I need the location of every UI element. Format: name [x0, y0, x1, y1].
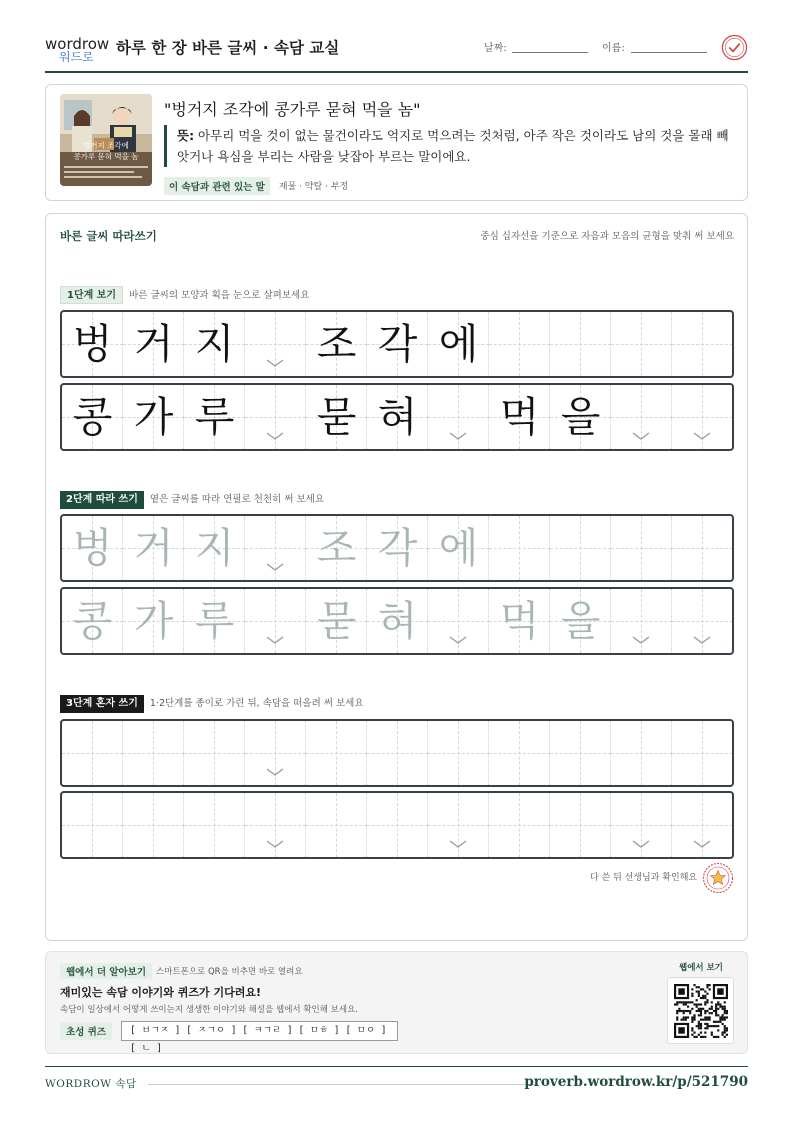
grid-cell [123, 312, 184, 376]
qr-code-frame[interactable] [667, 977, 734, 1044]
grid-cell[interactable] [428, 793, 489, 857]
grid-character: 조 [316, 320, 357, 368]
grid-cell[interactable] [550, 516, 611, 580]
logo-wordmark: wordrow [45, 35, 110, 53]
grid-character: 콩 [72, 393, 113, 441]
seal-stamp-icon [721, 34, 748, 61]
name-label: 이름: [602, 43, 625, 54]
step-2-row-2[interactable] [60, 587, 734, 655]
grid-character: 혀 [377, 393, 418, 441]
grid-cell[interactable] [489, 516, 550, 580]
step-2-badge: 2단계 따라 쓰기 [60, 491, 144, 509]
related-tags: 재물 · 약탈 · 부정 [278, 182, 349, 192]
grid-cell[interactable] [550, 589, 611, 653]
grid-character: 루 [194, 597, 235, 645]
grid-cell[interactable] [62, 721, 123, 785]
grid-cell [306, 385, 367, 449]
grid-cell[interactable] [123, 589, 184, 653]
grid-character: 에 [438, 320, 479, 368]
grid-character: 벙 [72, 524, 113, 572]
grid-cell[interactable] [672, 721, 732, 785]
grid-character: 가 [133, 597, 174, 645]
web-title: 재미있는 속담 이야기와 퀴즈가 기다려요! [60, 986, 261, 999]
grid-character: 지 [194, 320, 235, 368]
grid-cell [672, 312, 732, 376]
grid-cell [245, 312, 306, 376]
grid-character: 묻 [316, 597, 357, 645]
svg-text:콩가루 묻혀 먹을 놈: 콩가루 묻혀 먹을 놈 [73, 152, 139, 161]
practice-hint: 중심 십자선을 기준으로 자음과 모음의 균형을 맞춰 써 보세요 [480, 231, 734, 242]
grid-cell[interactable] [489, 589, 550, 653]
grid-cell[interactable] [367, 793, 428, 857]
web-desc: 속담이 일상에서 어떻게 쓰이는지 생생한 이야기와 해설을 웹에서 확인해 보세요. [60, 1005, 358, 1015]
grid-cell[interactable] [245, 589, 306, 653]
grid-character: 지 [194, 524, 235, 572]
grid-cell[interactable] [123, 516, 184, 580]
footer-brand: WORDROW 속담 [45, 1078, 137, 1090]
web-more-section [45, 951, 748, 1054]
page-title: 하루 한 장 바른 글씨 · 속담 교실 [116, 39, 340, 57]
grid-character: 벙 [72, 320, 113, 368]
grid-cell [123, 385, 184, 449]
svg-text:벙거지 조각에: 벙거지 조각에 [83, 141, 129, 150]
web-badge: 웹에서 더 알아보기 [60, 963, 152, 979]
grid-cell[interactable] [611, 721, 672, 785]
step-1-row-2 [60, 383, 734, 451]
grid-cell [62, 385, 123, 449]
grid-cell[interactable] [611, 793, 672, 857]
step-2-row-1[interactable] [60, 514, 734, 582]
qr-code-icon[interactable] [674, 984, 728, 1038]
grid-cell[interactable] [672, 793, 732, 857]
grid-cell [367, 312, 428, 376]
step-3-label [60, 695, 364, 713]
grid-cell[interactable] [611, 589, 672, 653]
grid-cell [611, 312, 672, 376]
grid-cell[interactable] [184, 516, 245, 580]
grid-character: 을 [560, 597, 601, 645]
grid-character: 묻 [316, 393, 357, 441]
related-badge: 이 속담과 관련 있는 말 [164, 177, 270, 195]
grid-cell[interactable] [428, 516, 489, 580]
grid-cell [184, 312, 245, 376]
proverb-meaning [164, 125, 734, 167]
grid-cell[interactable] [184, 589, 245, 653]
grid-cell[interactable] [245, 721, 306, 785]
grid-cell [306, 312, 367, 376]
grid-cell[interactable] [367, 721, 428, 785]
grid-character: 각 [377, 524, 418, 572]
grid-character: 가 [133, 393, 174, 441]
space-mark-icon [265, 767, 285, 777]
grid-cell[interactable] [428, 721, 489, 785]
grid-cell[interactable] [62, 589, 123, 653]
grid-cell[interactable] [367, 589, 428, 653]
grid-character: 을 [560, 393, 601, 441]
step-1-row-1 [60, 310, 734, 378]
step-1-desc: 바른 글씨의 모양과 획을 눈으로 살펴보세요 [129, 290, 310, 301]
date-label: 날짜: [484, 43, 507, 54]
grid-cell[interactable] [550, 793, 611, 857]
space-mark-icon [265, 431, 285, 441]
grid-cell[interactable] [306, 516, 367, 580]
grid-character: 거 [133, 320, 174, 368]
grid-character: 조 [316, 524, 357, 572]
grid-character: 혀 [377, 597, 418, 645]
proverb-illustration [60, 94, 152, 186]
footer-rule [148, 1084, 538, 1085]
chosung-quiz-box: [ ㅂㄱㅈ ] [ ㅈㄱㅇ ] [ ㅋㄱㄹ ] [ ㅁㅎ ] [ ㅁㅇ ] [ ㄴ ] [121, 1021, 398, 1041]
grid-character: 먹 [499, 597, 540, 645]
teacher-check-text: 다 쓴 뒤 선생님과 확인해요 [590, 873, 698, 883]
grid-cell[interactable] [672, 516, 732, 580]
space-mark-icon [448, 839, 468, 849]
grid-cell [611, 385, 672, 449]
grid-cell[interactable] [367, 516, 428, 580]
web-hint: 스마트폰으로 QR을 비추면 바로 열려요 [156, 967, 303, 977]
grid-cell [672, 385, 732, 449]
step-2-label [60, 491, 324, 509]
grid-character: 루 [194, 393, 235, 441]
related-words [164, 175, 348, 191]
step-3-row-2[interactable] [60, 791, 734, 859]
practice-section [45, 213, 748, 941]
logo-korean: 워드로 [59, 50, 94, 64]
grid-character: 각 [377, 320, 418, 368]
grid-cell [245, 385, 306, 449]
step-2-desc: 옅은 글씨를 따라 연필로 천천히 써 보세요 [149, 494, 325, 505]
footer-url[interactable]: proverb.wordrow.kr/p/521790 [524, 1074, 748, 1090]
space-mark-icon [631, 635, 651, 645]
grid-cell [489, 385, 550, 449]
space-mark-icon [692, 839, 712, 849]
meaning-label: 뜻: [177, 128, 195, 143]
grid-cell [550, 385, 611, 449]
date-field[interactable] [512, 52, 588, 53]
space-mark-icon [265, 358, 285, 368]
name-field[interactable] [631, 52, 707, 53]
footer-divider [45, 1066, 748, 1067]
grid-cell[interactable] [62, 516, 123, 580]
grid-character: 콩 [72, 597, 113, 645]
grid-cell[interactable] [184, 721, 245, 785]
wordrow-logo [45, 34, 110, 64]
grid-character: 먹 [499, 393, 540, 441]
grid-character: 거 [133, 524, 174, 572]
practice-title: 바른 글씨 따라쓰기 [60, 229, 157, 243]
step-3-badge: 3단계 혼자 쓰기 [60, 695, 144, 713]
space-mark-icon [448, 635, 468, 645]
grid-cell[interactable] [428, 589, 489, 653]
grid-cell[interactable] [62, 793, 123, 857]
grid-cell[interactable] [306, 589, 367, 653]
step-1-label [60, 286, 309, 304]
grid-cell [62, 312, 123, 376]
grid-cell[interactable] [123, 721, 184, 785]
star-stamp-icon [702, 862, 734, 894]
grid-cell [184, 385, 245, 449]
proverb-title: "벙거지 조각에 콩가루 묻혀 먹을 놈" [164, 100, 421, 119]
grid-cell[interactable] [245, 516, 306, 580]
grid-character: 에 [438, 524, 479, 572]
grid-cell[interactable] [550, 721, 611, 785]
space-mark-icon [692, 431, 712, 441]
grid-cell[interactable] [123, 793, 184, 857]
grid-cell[interactable] [245, 793, 306, 857]
grid-cell[interactable] [184, 793, 245, 857]
grid-cell[interactable] [611, 516, 672, 580]
page-header [45, 30, 748, 73]
proverb-card [45, 84, 748, 201]
grid-cell[interactable] [489, 721, 550, 785]
grid-cell [550, 312, 611, 376]
qr-label: 웹에서 보기 [679, 963, 724, 973]
space-mark-icon [631, 839, 651, 849]
space-mark-icon [692, 635, 712, 645]
grid-cell [428, 385, 489, 449]
space-mark-icon [631, 431, 651, 441]
step-1-badge: 1단계 보기 [60, 286, 123, 304]
grid-cell [428, 312, 489, 376]
grid-cell[interactable] [489, 793, 550, 857]
space-mark-icon [265, 635, 285, 645]
grid-cell [367, 385, 428, 449]
space-mark-icon [265, 562, 285, 572]
space-mark-icon [265, 839, 285, 849]
meaning-text: 아무리 먹을 것이 없는 물건이라도 억지로 먹으려는 것처럼, 아주 작은 것이라도 남의 것을 몰래 빼앗거나 욕심을 부리는 사람을 낮잡아 부르는 말이에요. [177, 128, 729, 164]
space-mark-icon [448, 431, 468, 441]
step-3-desc: 1·2단계를 종이로 가린 뒤, 속담을 떠올려 써 보세요 [149, 698, 364, 709]
grid-cell[interactable] [672, 589, 732, 653]
quiz-badge: 초성 퀴즈 [60, 1022, 112, 1040]
grid-cell[interactable] [306, 793, 367, 857]
step-3-row-1[interactable] [60, 719, 734, 787]
grid-cell [489, 312, 550, 376]
grid-cell[interactable] [306, 721, 367, 785]
